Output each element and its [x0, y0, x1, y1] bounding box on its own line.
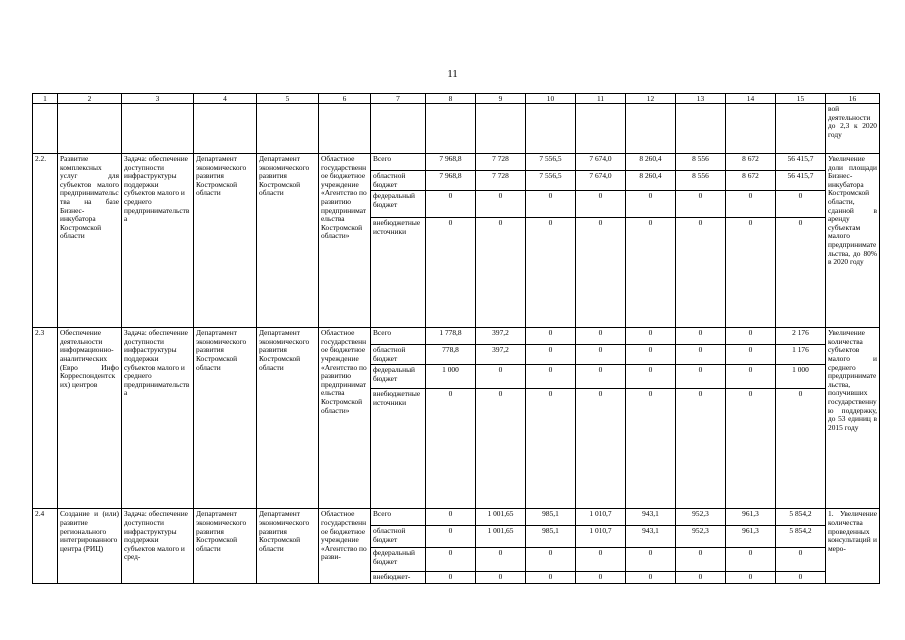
funding-value: 8 672 — [726, 154, 776, 171]
funding-value: 56 415,7 — [776, 171, 826, 191]
column-number-header: 11 — [576, 94, 626, 104]
funding-value: 7 968,8 — [426, 154, 476, 171]
funding-value: 952,3 — [676, 509, 726, 526]
cell-empty — [371, 104, 426, 154]
funding-value: 7 728 — [476, 171, 526, 191]
funding-value: 952,3 — [676, 526, 726, 548]
cell-empty — [626, 104, 676, 154]
funding-value: 0 — [626, 548, 676, 572]
funding-value: 0 — [576, 345, 626, 365]
continuation-row — [33, 104, 880, 154]
cell-empty — [576, 104, 626, 154]
funding-source: областной бюджет — [371, 171, 426, 191]
funding-value: 8 672 — [726, 171, 776, 191]
funding-value: 0 — [726, 365, 776, 389]
row-id: 2.2. — [33, 154, 58, 328]
column-number-header: 9 — [476, 94, 526, 104]
funding-value: 0 — [476, 548, 526, 572]
row-id: 2.3 — [33, 328, 58, 509]
funding-value: 0 — [526, 345, 576, 365]
column-number-header: 4 — [194, 94, 257, 104]
coordinator-department: Департамент экономического развития Костромской области — [257, 509, 319, 584]
funding-value: 1 778,8 — [426, 328, 476, 345]
funding-value: 397,2 — [476, 345, 526, 365]
coordinator-department: Департамент экономического развития Костромской области — [257, 154, 319, 328]
funding-value: 0 — [426, 389, 476, 509]
header-row — [33, 94, 880, 104]
cell-empty — [726, 104, 776, 154]
funding-source: внебюджет- — [371, 572, 426, 584]
funding-source: Всего — [371, 154, 426, 171]
funding-value: 943,1 — [626, 526, 676, 548]
funding-source: федеральный бюджет — [371, 548, 426, 572]
target-indicator: Увеличение количества субъектов малого и среднего предпринимательства, получивших государственную поддержку, до 53 единиц в 2015 году — [826, 328, 880, 509]
funding-value: 1 000 — [426, 365, 476, 389]
funding-value: 0 — [676, 389, 726, 509]
funding-value: 0 — [526, 218, 576, 328]
funding-value: 0 — [676, 328, 726, 345]
column-number-header: 7 — [371, 94, 426, 104]
funding-source: внебюджетные источники — [371, 389, 426, 509]
funding-value: 0 — [576, 191, 626, 218]
funding-value: 1 001,65 — [476, 509, 526, 526]
funding-value: 0 — [426, 509, 476, 526]
cell-empty — [319, 104, 371, 154]
funding-value: 778,8 — [426, 345, 476, 365]
funding-value: 0 — [576, 389, 626, 509]
cell-empty — [526, 104, 576, 154]
funding-value: 0 — [476, 191, 526, 218]
funding-value: 0 — [726, 191, 776, 218]
funding-value: 1 010,7 — [576, 509, 626, 526]
column-number-header: 14 — [726, 94, 776, 104]
funding-value: 0 — [426, 526, 476, 548]
executor-agency: Областное государственное бюджетное учреждение «Агентство по развитию предпринимательства Костромской области» — [319, 154, 371, 328]
funding-value: 0 — [776, 572, 826, 584]
column-number-header: 13 — [676, 94, 726, 104]
funding-value: 7 674,0 — [576, 171, 626, 191]
funding-value: 7 674,0 — [576, 154, 626, 171]
column-number-header: 10 — [526, 94, 576, 104]
funding-value: 0 — [426, 548, 476, 572]
funding-value: 7 556,5 — [526, 154, 576, 171]
funding-value: 7 728 — [476, 154, 526, 171]
funding-value: 0 — [526, 328, 576, 345]
cell-empty — [58, 104, 122, 154]
table-row — [33, 509, 880, 526]
activity-name: Развитие комплексных услуг для субъектов малого предпринимательства на базе Бизнес-инкубатора Костромской области — [58, 154, 122, 328]
continued-indicator-text: вой деятельности до 2,3 к 2020 году — [826, 104, 880, 154]
cell-empty — [33, 104, 58, 154]
funding-value: 0 — [726, 389, 776, 509]
task-description: Задача: обеспечение доступности инфраструктуры поддержки субъектов малого и среднего предпринимательства — [122, 154, 194, 328]
funding-value: 0 — [426, 191, 476, 218]
funding-value: 0 — [426, 572, 476, 584]
funding-value: 0 — [676, 191, 726, 218]
funding-value: 0 — [526, 191, 576, 218]
funding-value: 0 — [726, 328, 776, 345]
target-indicator: Увеличение доли площади Бизнес-инкубатора Костромской области, сданной в аренду субъектам малого предпринимательства, до 80% в 2020 году — [826, 154, 880, 328]
funding-value: 0 — [426, 218, 476, 328]
funding-value: 0 — [626, 218, 676, 328]
funding-value: 0 — [776, 389, 826, 509]
funding-value: 961,3 — [726, 526, 776, 548]
cell-empty — [122, 104, 194, 154]
activity-name: Обеспечение деятельности информационно-аналитических (Евро Инфо Корреспондентских) центров — [58, 328, 122, 509]
funding-value: 7 556,5 — [526, 171, 576, 191]
funding-value: 397,2 — [476, 328, 526, 345]
funding-value: 0 — [726, 548, 776, 572]
funding-value: 0 — [676, 218, 726, 328]
funding-value: 943,1 — [626, 509, 676, 526]
column-number-header: 3 — [122, 94, 194, 104]
funding-value: 0 — [726, 345, 776, 365]
column-number-header: 2 — [58, 94, 122, 104]
funding-value: 0 — [576, 218, 626, 328]
customer-department: Департамент экономического развития Костромской области — [194, 509, 257, 584]
cell-empty — [194, 104, 257, 154]
funding-value: 1 001,65 — [476, 526, 526, 548]
customer-department: Департамент экономического развития Костромской области — [194, 328, 257, 509]
coordinator-department: Департамент экономического развития Костромской области — [257, 328, 319, 509]
program-table — [32, 93, 880, 584]
funding-source: областной бюджет — [371, 345, 426, 365]
task-description: Задача: обеспечение доступности инфраструктуры поддержки субъектов малого и сред- — [122, 509, 194, 584]
funding-value: 1 010,7 — [576, 526, 626, 548]
funding-value: 0 — [626, 328, 676, 345]
funding-value: 0 — [676, 365, 726, 389]
funding-value: 985,1 — [526, 509, 576, 526]
funding-value: 985,1 — [526, 526, 576, 548]
funding-value: 8 556 — [676, 171, 726, 191]
funding-value: 0 — [776, 191, 826, 218]
executor-agency: Областное государственное бюджетное учреждение «Агентство по развитию предпринимательства Костромской области» — [319, 328, 371, 509]
funding-value: 7 968,8 — [426, 171, 476, 191]
funding-value: 0 — [576, 572, 626, 584]
column-number-header: 8 — [426, 94, 476, 104]
funding-value: 5 854,2 — [776, 526, 826, 548]
column-number-header: 5 — [257, 94, 319, 104]
funding-value: 0 — [776, 218, 826, 328]
funding-value: 0 — [626, 389, 676, 509]
table-row — [33, 328, 880, 345]
funding-value: 0 — [476, 218, 526, 328]
funding-value: 2 176 — [776, 328, 826, 345]
funding-value: 0 — [626, 365, 676, 389]
activity-name: Создание и (или) развитие регионального интегрированного центра (РИЦ) — [58, 509, 122, 584]
funding-value: 8 260,4 — [626, 154, 676, 171]
funding-value: 0 — [526, 365, 576, 389]
funding-value: 0 — [576, 548, 626, 572]
funding-source: внебюджетные источники — [371, 218, 426, 328]
target-indicator: 1. Увеличение количества проведенных консультаций и меро- — [826, 509, 880, 584]
funding-value: 0 — [476, 572, 526, 584]
funding-value: 0 — [726, 572, 776, 584]
column-number-header: 15 — [776, 94, 826, 104]
funding-value: 0 — [476, 389, 526, 509]
column-number-header: 12 — [626, 94, 676, 104]
funding-source: Всего — [371, 509, 426, 526]
cell-empty — [476, 104, 526, 154]
row-id: 2.4 — [33, 509, 58, 584]
funding-value: 961,3 — [726, 509, 776, 526]
customer-department: Департамент экономического развития Костромской области — [194, 154, 257, 328]
funding-value: 56 415,7 — [776, 154, 826, 171]
table-row — [33, 154, 880, 171]
cell-empty — [776, 104, 826, 154]
funding-value: 0 — [726, 218, 776, 328]
funding-value: 8 556 — [676, 154, 726, 171]
page-number: 11 — [447, 68, 458, 80]
funding-source: федеральный бюджет — [371, 191, 426, 218]
funding-value: 0 — [576, 365, 626, 389]
funding-value: 0 — [476, 365, 526, 389]
funding-value: 0 — [626, 572, 676, 584]
funding-value: 0 — [676, 572, 726, 584]
funding-value: 8 260,4 — [626, 171, 676, 191]
column-number-header: 16 — [826, 94, 880, 104]
funding-value: 0 — [576, 328, 626, 345]
funding-value: 0 — [626, 345, 676, 365]
task-description: Задача: обеспечение доступности инфраструктуры поддержки субъектов малого и среднего предпринимательства — [122, 328, 194, 509]
funding-value: 1 000 — [776, 365, 826, 389]
cell-empty — [257, 104, 319, 154]
executor-agency: Областное государственное бюджетное учреждение «Агентство по разви- — [319, 509, 371, 584]
funding-value: 0 — [676, 345, 726, 365]
funding-source: областной бюджет — [371, 526, 426, 548]
funding-value: 0 — [626, 191, 676, 218]
funding-value: 5 854,2 — [776, 509, 826, 526]
funding-value: 0 — [526, 548, 576, 572]
funding-source: федеральный бюджет — [371, 365, 426, 389]
cell-empty — [426, 104, 476, 154]
funding-value: 0 — [526, 572, 576, 584]
column-number-header: 1 — [33, 94, 58, 104]
funding-source: Всего — [371, 328, 426, 345]
column-number-header: 6 — [319, 94, 371, 104]
funding-value: 0 — [526, 389, 576, 509]
funding-value: 1 176 — [776, 345, 826, 365]
cell-empty — [676, 104, 726, 154]
funding-value: 0 — [676, 548, 726, 572]
funding-value: 0 — [776, 548, 826, 572]
